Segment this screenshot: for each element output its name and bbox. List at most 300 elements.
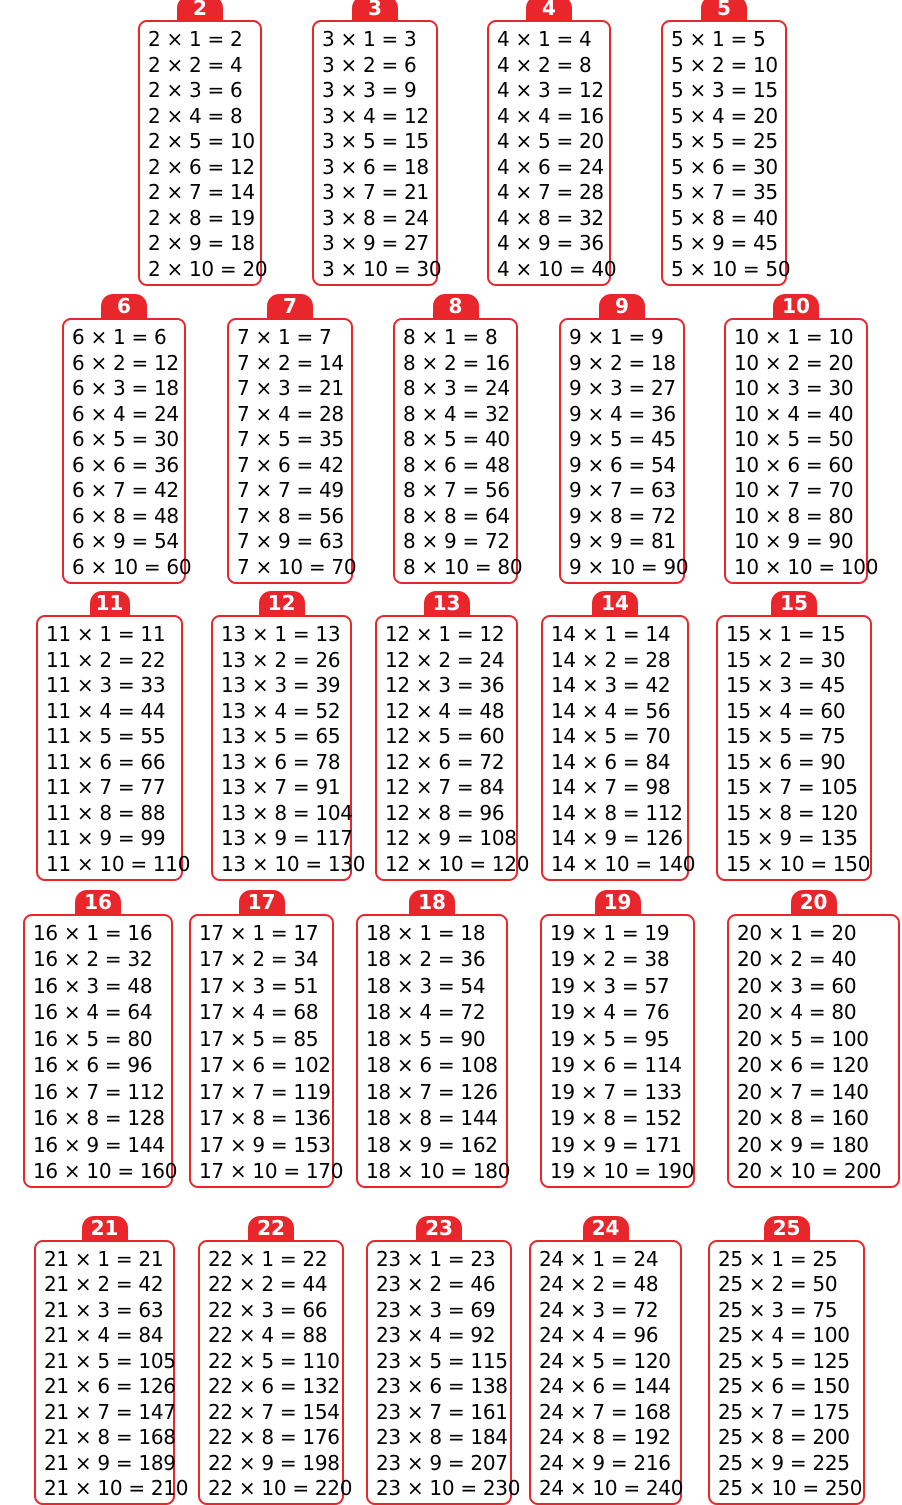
table-badge-12: 13 xyxy=(424,591,470,615)
table-row: 25 × 7 = 175 xyxy=(718,1399,850,1424)
table-row: 2 × 7 = 14 xyxy=(148,180,255,205)
table-row: 4 × 5 = 20 xyxy=(497,129,604,154)
table-row: 8 × 7 = 56 xyxy=(403,478,510,503)
table-row: 4 × 3 = 12 xyxy=(497,78,604,103)
table-badge-10: 11 xyxy=(90,591,130,615)
table-row: 23 × 5 = 115 xyxy=(376,1348,508,1373)
table-rows xyxy=(44,1247,189,1500)
table-row: 24 × 4 = 96 xyxy=(539,1323,659,1348)
table-row: 24 × 1 = 24 xyxy=(539,1247,659,1271)
table-badge-5: 6 xyxy=(101,294,147,318)
table-row: 8 × 8 = 64 xyxy=(403,503,510,528)
table-row: 12 × 2 = 24 xyxy=(385,647,505,672)
table-row: 11 × 4 = 44 xyxy=(46,698,166,723)
table-row: 3 × 4 = 12 xyxy=(322,103,429,128)
table-card-9 xyxy=(724,318,879,584)
table-row: 25 × 3 = 75 xyxy=(718,1297,838,1322)
table-row: 19 × 5 = 95 xyxy=(550,1026,670,1051)
table-row: 19 × 6 = 114 xyxy=(550,1053,682,1078)
table-row: 7 × 4 = 28 xyxy=(237,401,344,426)
table-card-21 xyxy=(198,1240,353,1505)
table-rows xyxy=(718,1247,863,1500)
table-row: 25 × 1 = 25 xyxy=(718,1247,838,1271)
table-row: 8 × 3 = 24 xyxy=(403,376,510,401)
table-row: 16 × 6 = 96 xyxy=(33,1053,153,1078)
table-row: 3 × 9 = 27 xyxy=(322,231,429,256)
table-rows xyxy=(199,921,344,1183)
table-row: 4 × 2 = 8 xyxy=(497,52,592,77)
table-row: 2 × 3 = 6 xyxy=(148,78,243,103)
table-row: 11 × 3 = 33 xyxy=(46,673,166,698)
table-badge-18: 19 xyxy=(595,890,641,914)
table-row: 18 × 4 = 72 xyxy=(366,1000,486,1025)
table-card-22 xyxy=(366,1240,521,1505)
table-row: 17 × 7 = 119 xyxy=(199,1079,331,1104)
table-row: 4 × 10 = 40 xyxy=(497,256,617,281)
table-row: 4 × 9 = 36 xyxy=(497,231,604,256)
table-row: 20 × 1 = 20 xyxy=(737,921,857,945)
table-row: 20 × 3 = 60 xyxy=(737,973,857,998)
table-card-3 xyxy=(487,20,617,286)
table-rows xyxy=(148,27,268,281)
table-row: 11 × 7 = 77 xyxy=(46,775,166,800)
table-row: 25 × 8 = 200 xyxy=(718,1425,850,1450)
table-badge-23: 24 xyxy=(583,1216,629,1240)
table-row: 14 × 9 = 126 xyxy=(551,826,683,851)
table-row: 12 × 8 = 96 xyxy=(385,800,505,825)
table-badge-22: 23 xyxy=(416,1216,462,1240)
table-badge-1: 2 xyxy=(177,0,223,20)
table-rows xyxy=(550,921,695,1183)
table-row: 22 × 8 = 176 xyxy=(208,1425,340,1450)
table-row: 6 × 5 = 30 xyxy=(72,427,179,452)
table-row: 11 × 5 = 55 xyxy=(46,724,166,749)
table-row: 19 × 1 = 19 xyxy=(550,921,670,945)
table-row: 18 × 1 = 18 xyxy=(366,921,486,945)
table-row: 5 × 4 = 20 xyxy=(671,103,778,128)
table-row: 24 × 3 = 72 xyxy=(539,1297,659,1322)
table-row: 17 × 4 = 68 xyxy=(199,1000,319,1025)
table-row: 19 × 8 = 152 xyxy=(550,1106,682,1131)
table-row: 10 × 6 = 60 xyxy=(734,452,854,477)
table-row: 18 × 10 = 180 xyxy=(366,1158,511,1183)
table-row: 7 × 7 = 49 xyxy=(237,478,344,503)
table-row: 11 × 1 = 11 xyxy=(46,622,166,646)
table-row: 10 × 5 = 50 xyxy=(734,427,854,452)
table-row: 23 × 9 = 207 xyxy=(376,1450,508,1475)
table-row: 25 × 4 = 100 xyxy=(718,1323,850,1348)
table-rows xyxy=(737,922,894,1182)
table-row: 16 × 4 = 64 xyxy=(33,1000,153,1025)
table-badge-2: 3 xyxy=(352,0,398,20)
table-card-12 xyxy=(375,615,530,881)
table-row: 9 × 1 = 9 xyxy=(569,325,664,349)
table-row: 22 × 3 = 66 xyxy=(208,1297,328,1322)
table-rows xyxy=(72,325,192,579)
table-row: 10 × 4 = 40 xyxy=(734,401,854,426)
table-row: 3 × 7 = 21 xyxy=(322,180,429,205)
table-row: 13 × 5 = 65 xyxy=(221,724,341,749)
table-row: 5 × 3 = 15 xyxy=(671,78,778,103)
table-badge-21: 22 xyxy=(248,1216,294,1240)
table-row: 24 × 9 = 216 xyxy=(539,1450,671,1475)
table-row: 21 × 1 = 21 xyxy=(44,1247,164,1271)
table-row: 15 × 6 = 90 xyxy=(726,749,846,774)
table-row: 22 × 6 = 132 xyxy=(208,1374,340,1399)
table-row: 4 × 8 = 32 xyxy=(497,205,604,230)
table-row: 12 × 10 = 120 xyxy=(385,851,530,876)
table-row: 7 × 10 = 70 xyxy=(237,554,357,579)
table-row: 23 × 10 = 230 xyxy=(376,1475,521,1500)
table-row: 15 × 3 = 45 xyxy=(726,673,846,698)
table-row: 23 × 6 = 138 xyxy=(376,1374,508,1399)
table-card-15 xyxy=(23,914,178,1188)
table-row: 7 × 9 = 63 xyxy=(237,529,344,554)
table-row: 8 × 5 = 40 xyxy=(403,427,510,452)
table-badge-19: 20 xyxy=(791,890,837,914)
table-row: 22 × 4 = 88 xyxy=(208,1323,328,1348)
table-row: 12 × 4 = 48 xyxy=(385,698,505,723)
table-rows xyxy=(726,622,871,876)
table-row: 2 × 4 = 8 xyxy=(148,103,243,128)
table-row: 16 × 9 = 144 xyxy=(33,1132,165,1157)
table-row: 3 × 3 = 9 xyxy=(322,78,417,103)
table-row: 16 × 5 = 80 xyxy=(33,1026,153,1051)
table-row: 13 × 3 = 39 xyxy=(221,673,341,698)
table-row: 18 × 8 = 144 xyxy=(366,1106,498,1131)
table-row: 2 × 9 = 18 xyxy=(148,231,255,256)
table-card-4 xyxy=(661,20,791,286)
table-rows xyxy=(671,27,791,281)
table-row: 8 × 4 = 32 xyxy=(403,401,510,426)
table-row: 2 × 1 = 2 xyxy=(148,27,243,51)
table-row: 14 × 5 = 70 xyxy=(551,724,671,749)
table-row: 13 × 9 = 117 xyxy=(221,826,353,851)
table-row: 23 × 3 = 69 xyxy=(376,1297,496,1322)
table-row: 14 × 7 = 98 xyxy=(551,775,671,800)
table-row: 4 × 1 = 4 xyxy=(497,27,592,51)
table-row: 3 × 5 = 15 xyxy=(322,129,429,154)
table-row: 6 × 8 = 48 xyxy=(72,503,179,528)
table-row: 17 × 3 = 51 xyxy=(199,973,319,998)
table-row: 9 × 7 = 63 xyxy=(569,478,676,503)
table-row: 6 × 3 = 18 xyxy=(72,376,179,401)
table-row: 3 × 1 = 3 xyxy=(322,27,417,51)
table-row: 10 × 10 = 100 xyxy=(734,554,879,579)
table-rows xyxy=(539,1247,684,1500)
table-row: 22 × 10 = 220 xyxy=(208,1475,353,1500)
table-row: 24 × 5 = 120 xyxy=(539,1348,671,1373)
table-row: 25 × 9 = 225 xyxy=(718,1450,850,1475)
table-row: 10 × 3 = 30 xyxy=(734,376,854,401)
table-row: 8 × 1 = 8 xyxy=(403,325,498,349)
table-row: 15 × 8 = 120 xyxy=(726,800,858,825)
table-card-16 xyxy=(189,914,344,1188)
table-row: 3 × 2 = 6 xyxy=(322,52,417,77)
table-row: 16 × 8 = 128 xyxy=(33,1106,165,1131)
table-row: 8 × 9 = 72 xyxy=(403,529,510,554)
table-row: 19 × 9 = 171 xyxy=(550,1132,682,1157)
table-row: 10 × 2 = 20 xyxy=(734,350,854,375)
table-row: 20 × 10 = 200 xyxy=(737,1158,882,1183)
table-row: 11 × 10 = 110 xyxy=(46,851,191,876)
table-row: 21 × 3 = 63 xyxy=(44,1297,164,1322)
table-row: 3 × 6 = 18 xyxy=(322,154,429,179)
table-card-20 xyxy=(34,1240,189,1505)
table-row: 14 × 2 = 28 xyxy=(551,647,671,672)
table-badge-15: 16 xyxy=(75,890,121,914)
table-rows xyxy=(569,325,689,579)
table-row: 13 × 7 = 91 xyxy=(221,775,341,800)
table-row: 15 × 5 = 75 xyxy=(726,724,846,749)
table-row: 4 × 4 = 16 xyxy=(497,103,604,128)
table-rows xyxy=(403,325,523,579)
table-row: 3 × 8 = 24 xyxy=(322,205,429,230)
table-row: 8 × 10 = 80 xyxy=(403,554,523,579)
table-row: 17 × 5 = 85 xyxy=(199,1026,319,1051)
table-card-18 xyxy=(540,914,695,1188)
table-row: 19 × 7 = 133 xyxy=(550,1079,682,1104)
table-card-14 xyxy=(716,615,872,881)
table-row: 12 × 5 = 60 xyxy=(385,724,505,749)
table-row: 13 × 10 = 130 xyxy=(221,851,366,876)
table-row: 17 × 10 = 170 xyxy=(199,1158,344,1183)
table-row: 24 × 2 = 48 xyxy=(539,1272,659,1297)
table-rows xyxy=(221,622,366,876)
table-row: 20 × 2 = 40 xyxy=(737,947,857,972)
table-badge-8: 9 xyxy=(599,294,645,318)
table-row: 11 × 9 = 99 xyxy=(46,826,166,851)
table-row: 9 × 4 = 36 xyxy=(569,401,676,426)
table-row: 5 × 10 = 50 xyxy=(671,256,791,281)
table-row: 18 × 2 = 36 xyxy=(366,947,486,972)
table-badge-13: 14 xyxy=(592,591,638,615)
table-row: 10 × 8 = 80 xyxy=(734,503,854,528)
table-row: 21 × 2 = 42 xyxy=(44,1272,164,1297)
table-row: 13 × 1 = 13 xyxy=(221,622,341,646)
table-row: 12 × 3 = 36 xyxy=(385,673,505,698)
table-row: 8 × 2 = 16 xyxy=(403,350,510,375)
table-row: 25 × 6 = 150 xyxy=(718,1374,850,1399)
table-row: 23 × 2 = 46 xyxy=(376,1272,496,1297)
table-row: 9 × 8 = 72 xyxy=(569,503,676,528)
table-row: 22 × 5 = 110 xyxy=(208,1348,340,1373)
table-row: 23 × 7 = 161 xyxy=(376,1399,508,1424)
table-row: 24 × 8 = 192 xyxy=(539,1425,671,1450)
table-row: 7 × 5 = 35 xyxy=(237,427,344,452)
table-row: 16 × 2 = 32 xyxy=(33,947,153,972)
table-row: 7 × 1 = 7 xyxy=(237,325,332,349)
table-row: 18 × 6 = 108 xyxy=(366,1053,498,1078)
table-rows xyxy=(734,325,879,579)
table-rows xyxy=(237,325,357,579)
table-row: 9 × 9 = 81 xyxy=(569,529,676,554)
table-row: 15 × 2 = 30 xyxy=(726,647,846,672)
table-row: 15 × 7 = 105 xyxy=(726,775,858,800)
table-row: 17 × 8 = 136 xyxy=(199,1106,331,1131)
table-row: 19 × 2 = 38 xyxy=(550,947,670,972)
table-rows xyxy=(33,921,178,1183)
table-card-17 xyxy=(356,914,511,1188)
table-rows xyxy=(208,1247,353,1500)
table-row: 13 × 2 = 26 xyxy=(221,647,341,672)
table-row: 22 × 1 = 22 xyxy=(208,1247,328,1271)
table-row: 23 × 8 = 184 xyxy=(376,1425,508,1450)
table-row: 2 × 8 = 19 xyxy=(148,205,255,230)
table-badge-6: 7 xyxy=(267,294,313,318)
table-row: 20 × 7 = 140 xyxy=(737,1079,869,1104)
table-row: 21 × 5 = 105 xyxy=(44,1348,176,1373)
table-row: 7 × 6 = 42 xyxy=(237,452,344,477)
table-row: 9 × 2 = 18 xyxy=(569,350,676,375)
table-row: 19 × 4 = 76 xyxy=(550,1000,670,1025)
table-row: 3 × 10 = 30 xyxy=(322,256,442,281)
table-badge-9: 10 xyxy=(773,294,819,318)
table-row: 23 × 1 = 23 xyxy=(376,1247,496,1271)
table-row: 8 × 6 = 48 xyxy=(403,452,510,477)
table-row: 19 × 10 = 190 xyxy=(550,1158,695,1183)
table-card-5 xyxy=(62,318,192,584)
table-row: 7 × 2 = 14 xyxy=(237,350,344,375)
table-row: 11 × 8 = 88 xyxy=(46,800,166,825)
table-row: 4 × 7 = 28 xyxy=(497,180,604,205)
table-row: 2 × 2 = 4 xyxy=(148,52,243,77)
table-row: 25 × 2 = 50 xyxy=(718,1272,838,1297)
table-row: 21 × 6 = 126 xyxy=(44,1374,176,1399)
table-card-7 xyxy=(393,318,523,584)
table-card-6 xyxy=(227,318,357,584)
table-row: 17 × 2 = 34 xyxy=(199,947,319,972)
table-row: 15 × 4 = 60 xyxy=(726,698,846,723)
table-row: 9 × 6 = 54 xyxy=(569,452,676,477)
table-row: 15 × 1 = 15 xyxy=(726,622,846,646)
table-row: 20 × 6 = 120 xyxy=(737,1053,869,1078)
table-row: 6 × 6 = 36 xyxy=(72,452,179,477)
table-badge-17: 18 xyxy=(409,890,455,914)
table-card-19 xyxy=(727,914,900,1188)
table-row: 9 × 10 = 90 xyxy=(569,554,689,579)
table-row: 6 × 10 = 60 xyxy=(72,554,192,579)
table-row: 21 × 7 = 147 xyxy=(44,1399,176,1424)
table-row: 9 × 5 = 45 xyxy=(569,427,676,452)
table-row: 9 × 3 = 27 xyxy=(569,376,676,401)
table-row: 12 × 1 = 12 xyxy=(385,622,505,646)
table-rows xyxy=(46,622,191,876)
table-row: 14 × 10 = 140 xyxy=(551,851,696,876)
table-row: 6 × 7 = 42 xyxy=(72,478,179,503)
table-row: 10 × 1 = 10 xyxy=(734,325,854,349)
table-row: 11 × 6 = 66 xyxy=(46,749,166,774)
table-row: 21 × 4 = 84 xyxy=(44,1323,164,1348)
table-row: 15 × 9 = 135 xyxy=(726,826,858,851)
table-row: 6 × 4 = 24 xyxy=(72,401,179,426)
table-rows xyxy=(376,1247,521,1500)
table-row: 20 × 4 = 80 xyxy=(737,1000,857,1025)
table-row: 16 × 10 = 160 xyxy=(33,1158,178,1183)
table-rows xyxy=(551,622,696,876)
table-row: 14 × 3 = 42 xyxy=(551,673,671,698)
table-row: 21 × 9 = 189 xyxy=(44,1450,176,1475)
table-row: 14 × 8 = 112 xyxy=(551,800,683,825)
table-row: 15 × 10 = 150 xyxy=(726,851,871,876)
table-rows xyxy=(366,921,511,1183)
table-row: 13 × 4 = 52 xyxy=(221,698,341,723)
table-row: 2 × 5 = 10 xyxy=(148,129,255,154)
table-card-24 xyxy=(708,1240,865,1505)
table-row: 6 × 2 = 12 xyxy=(72,350,179,375)
table-row: 16 × 3 = 48 xyxy=(33,973,153,998)
table-row: 10 × 7 = 70 xyxy=(734,478,854,503)
table-row: 24 × 10 = 240 xyxy=(539,1475,684,1500)
table-row: 5 × 2 = 10 xyxy=(671,52,778,77)
table-badge-14: 15 xyxy=(771,591,817,615)
table-row: 20 × 9 = 180 xyxy=(737,1132,869,1157)
table-row: 24 × 6 = 144 xyxy=(539,1374,671,1399)
table-row: 5 × 7 = 35 xyxy=(671,180,778,205)
table-row: 20 × 8 = 160 xyxy=(737,1106,869,1131)
table-row: 22 × 7 = 154 xyxy=(208,1399,340,1424)
table-badge-20: 21 xyxy=(82,1216,128,1240)
table-row: 21 × 8 = 168 xyxy=(44,1425,176,1450)
table-row: 12 × 7 = 84 xyxy=(385,775,505,800)
table-badge-4: 5 xyxy=(701,0,747,20)
table-row: 11 × 2 = 22 xyxy=(46,647,166,672)
table-row: 5 × 6 = 30 xyxy=(671,154,778,179)
table-row: 5 × 8 = 40 xyxy=(671,205,778,230)
table-row: 13 × 6 = 78 xyxy=(221,749,341,774)
table-row: 22 × 9 = 198 xyxy=(208,1450,340,1475)
table-row: 25 × 10 = 250 xyxy=(718,1475,863,1500)
table-card-1 xyxy=(138,20,268,286)
table-row: 2 × 6 = 12 xyxy=(148,154,255,179)
table-row: 16 × 7 = 112 xyxy=(33,1079,165,1104)
table-row: 2 × 10 = 20 xyxy=(148,256,268,281)
table-row: 18 × 9 = 162 xyxy=(366,1132,498,1157)
table-card-13 xyxy=(541,615,696,881)
table-row: 12 × 6 = 72 xyxy=(385,749,505,774)
table-card-23 xyxy=(529,1240,682,1505)
table-row: 19 × 3 = 57 xyxy=(550,973,670,998)
table-row: 12 × 9 = 108 xyxy=(385,826,517,851)
table-card-8 xyxy=(559,318,689,584)
table-row: 25 × 5 = 125 xyxy=(718,1348,850,1373)
table-badge-24: 25 xyxy=(764,1216,810,1240)
table-row: 18 × 7 = 126 xyxy=(366,1079,498,1104)
table-card-2 xyxy=(312,20,442,286)
table-row: 7 × 8 = 56 xyxy=(237,503,344,528)
table-row: 17 × 6 = 102 xyxy=(199,1053,331,1078)
table-badge-11: 12 xyxy=(259,591,305,615)
table-row: 14 × 6 = 84 xyxy=(551,749,671,774)
table-row: 18 × 5 = 90 xyxy=(366,1026,486,1051)
table-row: 18 × 3 = 54 xyxy=(366,973,486,998)
table-row: 17 × 9 = 153 xyxy=(199,1132,331,1157)
table-row: 13 × 8 = 104 xyxy=(221,800,353,825)
table-rows xyxy=(322,27,442,281)
table-badge-3: 4 xyxy=(526,0,572,20)
table-rows xyxy=(385,622,530,876)
table-row: 16 × 1 = 16 xyxy=(33,921,153,945)
table-row: 5 × 1 = 5 xyxy=(671,27,766,51)
table-row: 17 × 1 = 17 xyxy=(199,921,319,945)
table-row: 6 × 9 = 54 xyxy=(72,529,179,554)
table-badge-16: 17 xyxy=(239,890,285,914)
table-rows xyxy=(497,27,617,281)
table-row: 6 × 1 = 6 xyxy=(72,325,167,349)
table-row: 4 × 6 = 24 xyxy=(497,154,604,179)
table-card-11 xyxy=(211,615,366,881)
table-row: 14 × 1 = 14 xyxy=(551,622,671,646)
